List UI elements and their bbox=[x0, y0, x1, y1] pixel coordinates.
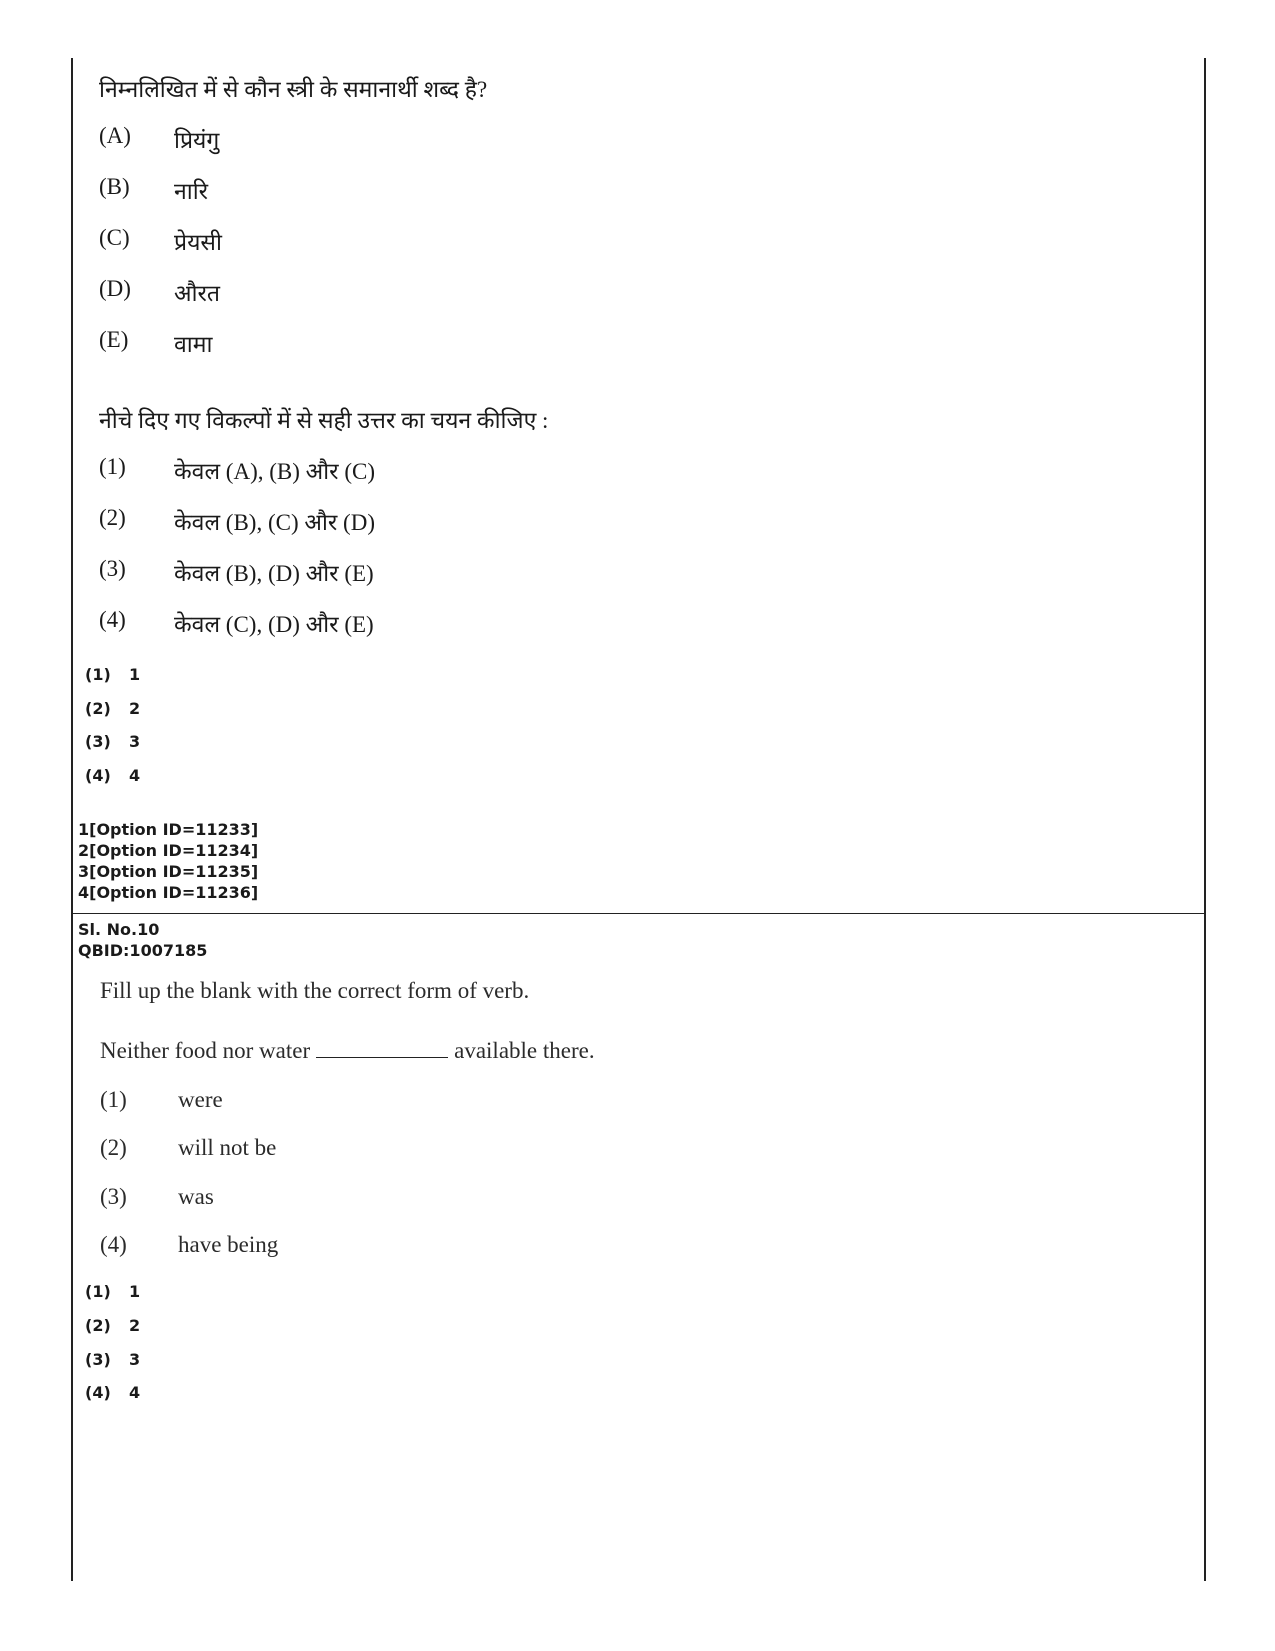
answer-option[interactable] bbox=[85, 732, 140, 751]
statement-text: प्रियंगु bbox=[174, 128, 220, 153]
statement-text: नारि bbox=[174, 179, 209, 204]
answer-option-value: 2 bbox=[129, 699, 141, 718]
answer-option-label: (2) bbox=[85, 699, 111, 718]
blank-line bbox=[316, 1039, 448, 1058]
answer-option[interactable] bbox=[85, 699, 140, 718]
question-header bbox=[78, 919, 207, 961]
option-id-list bbox=[78, 819, 258, 903]
statement-label: (C) bbox=[99, 225, 130, 250]
answer-option-label: (4) bbox=[85, 1383, 111, 1402]
choice-text: केवल (C), (D) और (E) bbox=[174, 612, 374, 637]
choice-label: (2) bbox=[99, 505, 126, 530]
statement-label: (A) bbox=[99, 123, 131, 148]
left-border bbox=[71, 58, 73, 1581]
answer-option-label: (3) bbox=[85, 732, 111, 751]
choice-text: was bbox=[178, 1184, 214, 1209]
question-stem: निम्नलिखित में से कौन स्त्री के समानार्थी शब्द है? bbox=[99, 77, 488, 102]
choice-label: (3) bbox=[99, 556, 126, 581]
option-id: 1[Option ID=11233] bbox=[78, 820, 259, 839]
answer-option-label: (1) bbox=[85, 1282, 111, 1301]
choice-label: (2) bbox=[100, 1135, 127, 1160]
statement-text: औरत bbox=[174, 281, 221, 306]
answer-option-value: 4 bbox=[129, 1383, 141, 1402]
choice-text: केवल (A), (B) और (C) bbox=[174, 459, 375, 484]
statement-text: वामा bbox=[174, 332, 213, 357]
answer-option[interactable] bbox=[85, 766, 140, 785]
sentence-before-blank: Neither food nor water bbox=[100, 1038, 311, 1063]
choice-label: (1) bbox=[100, 1087, 127, 1112]
statement-label: (B) bbox=[99, 174, 130, 199]
answer-option[interactable] bbox=[85, 1282, 140, 1301]
question-bank-id: QBID:1007185 bbox=[78, 941, 208, 960]
answer-option-label: (4) bbox=[85, 766, 111, 785]
option-id: 4[Option ID=11236] bbox=[78, 883, 259, 902]
choice-text: केवल (B), (D) और (E) bbox=[174, 561, 374, 586]
serial-number: Sl. No.10 bbox=[78, 920, 160, 939]
answer-option-value: 2 bbox=[129, 1316, 141, 1335]
choice-text: केवल (B), (C) और (D) bbox=[174, 510, 375, 535]
choice-text: will not be bbox=[178, 1135, 277, 1160]
statement-label: (E) bbox=[99, 327, 129, 352]
choice-label: (4) bbox=[100, 1232, 127, 1257]
answer-option[interactable] bbox=[85, 665, 140, 684]
answer-option-label: (3) bbox=[85, 1350, 111, 1369]
question-instruction: Fill up the blank with the correct form of verb. bbox=[100, 978, 530, 1003]
option-id: 2[Option ID=11234] bbox=[78, 841, 259, 860]
choice-text: have being bbox=[178, 1232, 279, 1257]
sentence-after-blank: available there. bbox=[454, 1038, 595, 1063]
choice-label: (4) bbox=[99, 607, 126, 632]
statement-text: प्रेयसी bbox=[174, 230, 222, 255]
question-instruction: नीचे दिए गए विकल्पों में से सही उत्तर का चयन कीजिए : bbox=[99, 408, 549, 433]
question-divider bbox=[71, 913, 1206, 914]
answer-option-value: 1 bbox=[129, 1282, 141, 1301]
statement-label: (D) bbox=[99, 276, 131, 301]
answer-option-value: 3 bbox=[129, 732, 141, 751]
question-sentence bbox=[100, 1038, 595, 1064]
answer-option-value: 3 bbox=[129, 1350, 141, 1369]
answer-option[interactable] bbox=[85, 1316, 140, 1335]
answer-option[interactable] bbox=[85, 1383, 140, 1402]
choice-label: (3) bbox=[100, 1184, 127, 1209]
choice-text: were bbox=[178, 1087, 223, 1112]
answer-option-label: (1) bbox=[85, 665, 111, 684]
right-border bbox=[1204, 58, 1206, 1581]
answer-option-value: 4 bbox=[129, 766, 141, 785]
answer-option[interactable] bbox=[85, 1350, 140, 1369]
option-id: 3[Option ID=11235] bbox=[78, 862, 259, 881]
answer-option-label: (2) bbox=[85, 1316, 111, 1335]
answer-option-value: 1 bbox=[129, 665, 141, 684]
choice-label: (1) bbox=[99, 454, 126, 479]
